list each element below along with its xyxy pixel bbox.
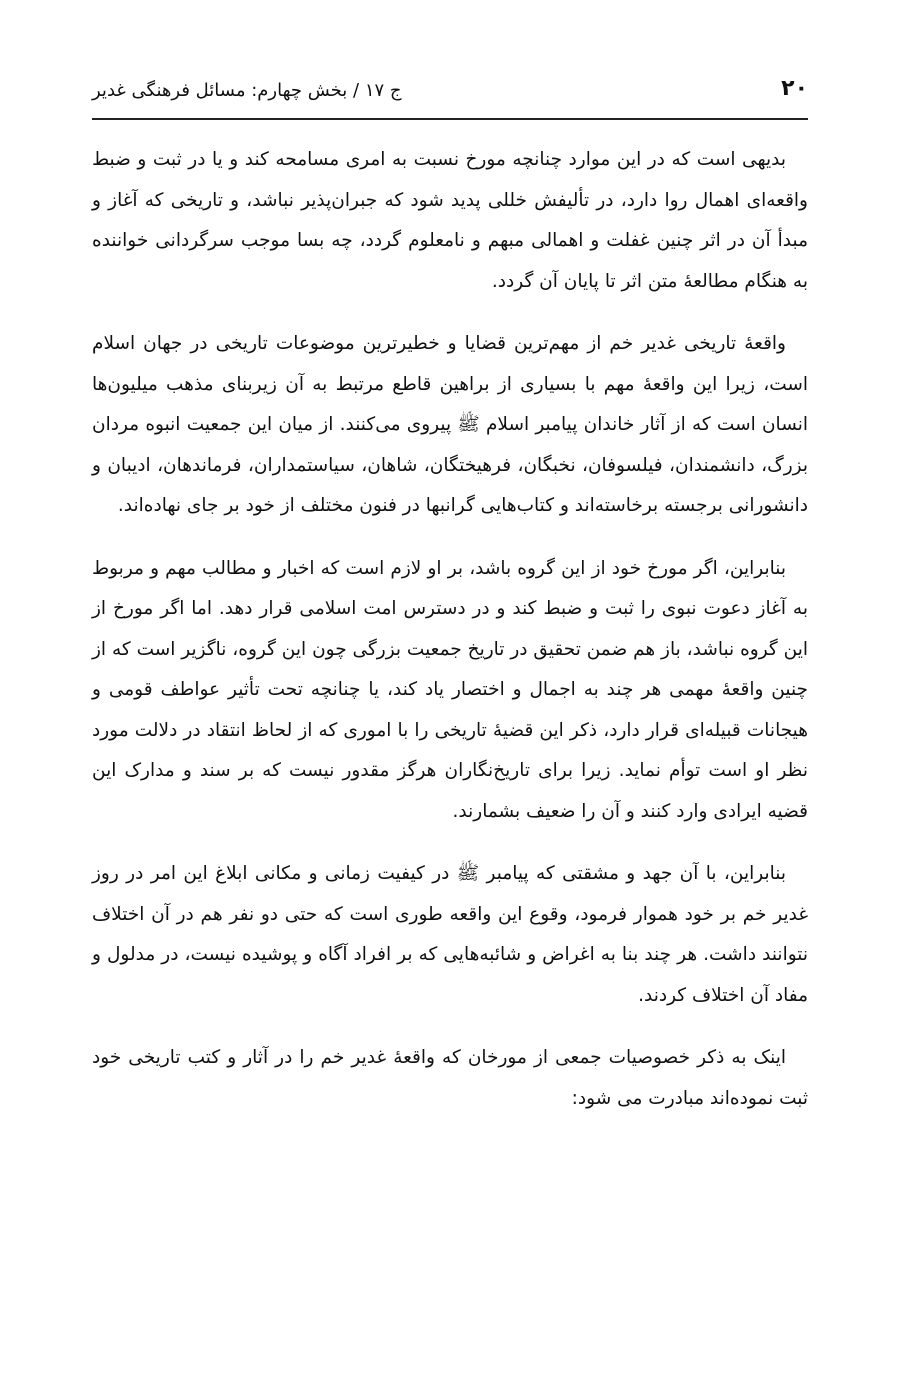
running-head: ج ۱۷ / بخش چهارم: مسائل فرهنگی غدیر <box>92 80 402 101</box>
page-header <box>92 70 808 120</box>
paragraph: بنابراین، اگر مورخ خود از این گروه باشد، بر او لازم است که اخبار و مطالب مهم و مربوط به آغاز دعوت نبوی را ثبت و ضبط کند و در دسترس امت اسلامی قرار دهد. اما اگر مورخ از این گروه نباشد، باز هم ضمن تحقیق در تاریخ جمعیت بزرگی چون این گروه، ناگزیر است که از چنین واقعهٔ مهمی هر چند به اجمال و اختصار یاد کند، یا چنانچه تحت تأثیر عواطف قومی و هیجانات قبیله‌ای قرار دارد، ذکر این قضیهٔ تاریخی را با اموری که از لحاظ انتقاد در دلالت مورد نظر او است توأم نماید. زیرا برای تاریخ‌نگاران هرگز مقدور نیست که بر سند و مدارک این قضیه ایرادی وارد کنند و آن را ضعیف بشمارند. <box>92 557 808 822</box>
page-number: ۲۰ <box>781 76 808 101</box>
body-text <box>92 140 808 1141</box>
header-rule <box>92 118 808 120</box>
paragraph: بدیهی است که در این موارد چنانچه مورخ نسبت به امری مسامحه کند و یا در ثبت و ضبط واقعه‌ای اهمال روا دارد، در تألیفش خللی پدید شود که جبران‌پذیر نباشد، و تاریخی که آغاز و مبدأ آن در اثر چنین غفلت و اهمالی مبهم و نامعلوم گردد، چه بسا موجب سرگردانی خواننده به هنگام مطالعهٔ متن اثر تا پایان آن گردد. <box>92 149 808 292</box>
paragraph: بنابراین، با آن جهد و مشقتی که پیامبر ﷺ در کیفیت زمانی و مکانی ابلاغ این امر در روز غدیر خم بر خود هموار فرمود، وقوع این واقعه طوری است که حتی دو نفر هم در آن اختلاف نتوانند داشت. هر چند بنا به اغراض و شائبه‌هایی که بر افراد آگاه و پوشیده نیست، در مدلول و مفاد آن اختلاف کردند. <box>92 863 808 1006</box>
paragraph: اینک به ذکر خصوصیات جمعی از مورخان که واقعهٔ غدیر خم را در آثار و کتب تاریخی خود ثبت نموده‌اند مبادرت می شود: <box>92 1047 808 1109</box>
paragraph: واقعهٔ تاریخی غدیر خم از مهم‌ترین قضایا و خطیرترین موضوعات تاریخی در جهان اسلام است، زیرا این واقعهٔ مهم با بسیاری از براهین قاطع مرتبط به آن زیربنای مذهب میلیون‌ها انسان است که از آثار خاندان پیامبر اسلام ﷺ پیروی می‌کنند. از میان این جمعیت انبوه مردان بزرگ، دانشمندان، فیلسوفان، نخبگان، فرهیختگان، شاهان، سیاستمداران، فرماندهان، ادیبان و دانشورانی برجسته برخاسته‌اند و کتاب‌هایی گرانبها در فنون مختلف از خود بر جای نهاده‌اند. <box>92 333 808 516</box>
